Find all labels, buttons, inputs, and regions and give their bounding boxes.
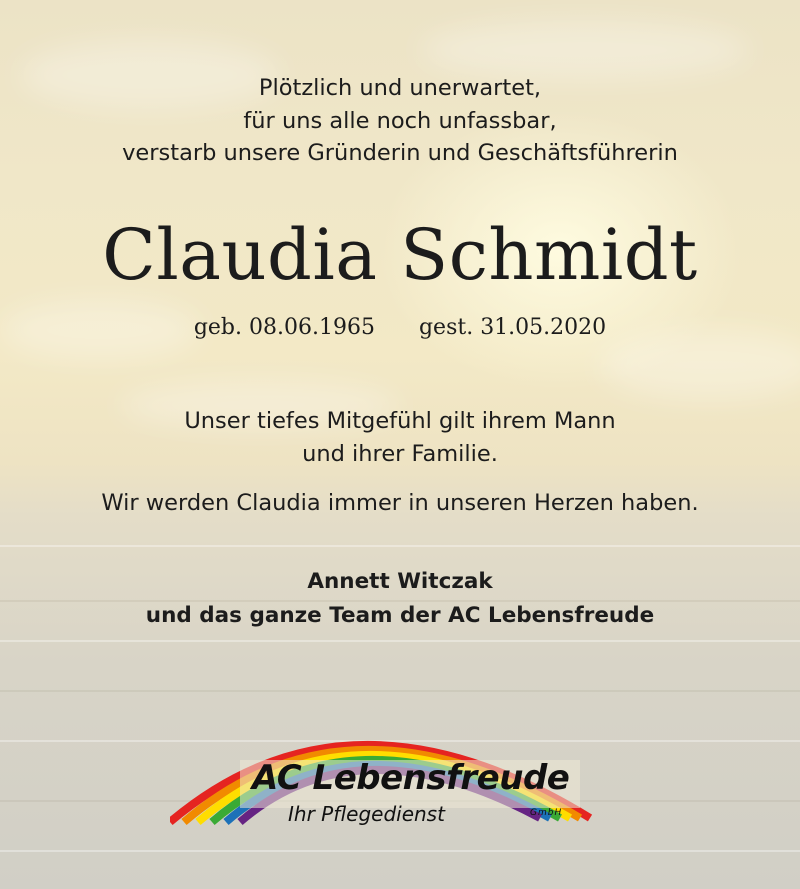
background-cloud [420,20,750,80]
condolence-text [0,405,800,471]
signature [0,565,800,633]
company-logo [170,690,630,840]
intro-text [0,72,800,170]
logo-subtitle: Ihr Pflegedienst [288,802,445,826]
signature-name: Annett Witczak [307,569,493,594]
life-dates [0,312,800,344]
deceased-name: Claudia Schmidt [102,214,698,296]
birth-date: geb. 08.06.1965 [193,315,375,340]
condolence-line: und ihrer Familie. [302,441,498,467]
logo-title: AC Lebensfreude [252,758,570,798]
memorial-line: Wir werden Claudia immer in unseren Herzen haben. [101,490,699,516]
water-line [0,640,800,642]
signature-team: und das ganze Team der AC Lebensfreude [145,603,655,628]
intro-line: Plötzlich und unerwartet, [258,75,542,101]
water-line [0,545,800,547]
death-date: gest. 31.05.2020 [418,315,607,340]
logo-suffix: GmbH [530,808,563,818]
condolence-line: Unser tiefes Mitgefühl gilt ihrem Mann [184,408,616,434]
intro-line: für uns alle noch unfassbar, [243,107,557,134]
intro-line: verstarb unsere Gründerin und Geschäftsführerin [122,140,678,166]
water-line [0,850,800,852]
